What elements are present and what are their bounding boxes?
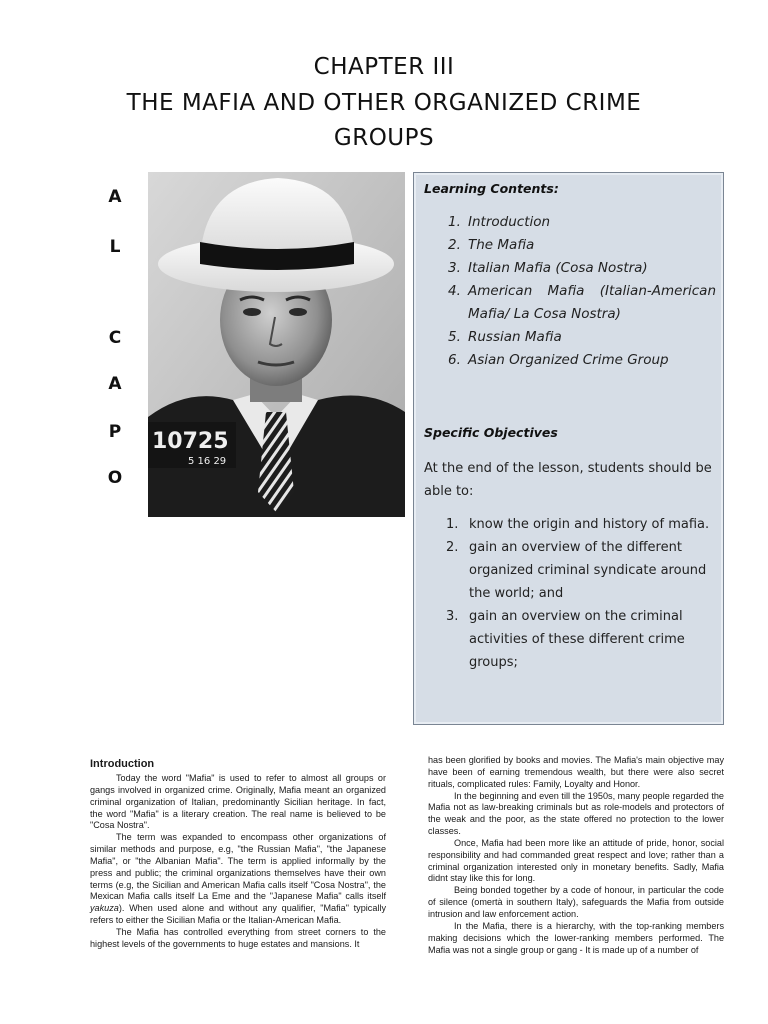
mugshot-number: 10725 bbox=[152, 429, 229, 454]
list-item: 1. know the origin and history of mafia. bbox=[446, 517, 710, 532]
introduction-heading: Introduction bbox=[90, 758, 155, 770]
side-letter: P bbox=[108, 422, 122, 442]
side-letter: L bbox=[109, 237, 121, 257]
chapter-title-line1: THE MAFIA AND OTHER ORGANIZED CRIME bbox=[126, 90, 642, 116]
list-item: 5. Russian Mafia bbox=[448, 329, 562, 345]
side-letter: A bbox=[108, 187, 122, 207]
chapter-number: CHAPTER III bbox=[313, 54, 455, 80]
list-item: 6. Asian Organized Crime Group bbox=[448, 352, 669, 368]
learning-contents-heading: Learning Contents: bbox=[424, 181, 559, 196]
portrait-illustration bbox=[148, 172, 405, 517]
article-right-column bbox=[428, 755, 724, 956]
list-item: 3. Italian Mafia (Cosa Nostra) bbox=[448, 260, 648, 276]
objectives-list bbox=[424, 513, 716, 674]
paragraph: The term was expanded to encompass other organizations of similar methods and purpose, e.g, "the Russian Mafia", "the Japanese Mafia", or "the Albanian Mafia". The term is applied informally by the press and public; the criminal organizations themselves have their own terms (e.g, the Sicilian and American Mafia calls itself "Cosa Nostra", the Mexican Mafia calls itself La Eme and the "Japanese Mafia" calls itself yakuza). When used alone and without any qualifier, "Mafia" typically refers to either the Sicilian Mafia or the Italian-American Mafia. bbox=[90, 832, 386, 926]
paragraph: Today the word "Mafia" is used to refer to almost all groups or gangs involved in organized crime. Originally, Mafia meant an organized criminal organization of Italian, predominantly Sicilian heritage. In fact, the word "Mafia" is a literary creation. The real name is believed to be "Cosa Nostra". bbox=[90, 773, 386, 831]
side-letter: A bbox=[108, 374, 122, 394]
italic-term: yakuza bbox=[90, 903, 119, 914]
paragraph: The Mafia has controlled everything from street corners to the highest levels of the governments to huge estates and mansions. It bbox=[90, 926, 386, 949]
list-item: 2. The Mafia bbox=[448, 237, 535, 253]
list-item: 2. gain an overview of the different organized criminal syndicate around the world; and bbox=[446, 540, 707, 601]
paragraph: In the beginning and even till the 1950s, many people regarded the Mafia not as law-breaking criminals but as role-models and protectors of the weak and the poor, as the state offered no protection to the lower classes. bbox=[428, 790, 724, 837]
side-letter: O bbox=[107, 468, 123, 488]
paragraph: has been glorified by books and movies. The Mafia's main objective may have been of earning tremendous wealth, but there were also secret rituals, complicated rules: Family, Loyalty and Honor. bbox=[428, 755, 724, 789]
portrait-photo bbox=[148, 172, 405, 517]
chapter-title-line2: GROUPS bbox=[333, 125, 435, 151]
specific-objectives-heading: Specific Objectives bbox=[424, 425, 558, 440]
mugshot-date: 5 16 29 bbox=[188, 456, 227, 467]
objectives-intro: At the end of the lesson, students should be able to: bbox=[424, 461, 712, 499]
paragraph: Being bonded together by a code of honour, in particular the code of silence (omertà in southern Italy), safeguards the Mafia from outside intrusion and law enforcement action. bbox=[428, 885, 724, 919]
list-item: 4. American Mafia (Italian-American Mafia/ La Cosa Nostra) bbox=[448, 283, 716, 322]
learning-contents-list bbox=[424, 211, 716, 372]
paragraph: In the Mafia, there is a hierarchy, with the top-ranking members making decisions which the lower-ranking members performed. The Mafia was not a single group or gang - It is made up of a number of bbox=[428, 920, 724, 955]
paragraph: Once, Mafia had been more like an attitude of pride, honor, social responsibility and had commanded great respect and love; rather than a criminal organization interested only in monetary benefits. Sadly, Mafia didnt stay like this for long. bbox=[428, 837, 724, 884]
article-left-column bbox=[90, 758, 386, 951]
list-item: 3. gain an overview on the criminal activities of these different crime groups; bbox=[446, 609, 685, 670]
side-letter: C bbox=[108, 328, 122, 348]
list-item: 1. Introduction bbox=[448, 214, 551, 230]
learning-contents-box bbox=[413, 172, 724, 725]
